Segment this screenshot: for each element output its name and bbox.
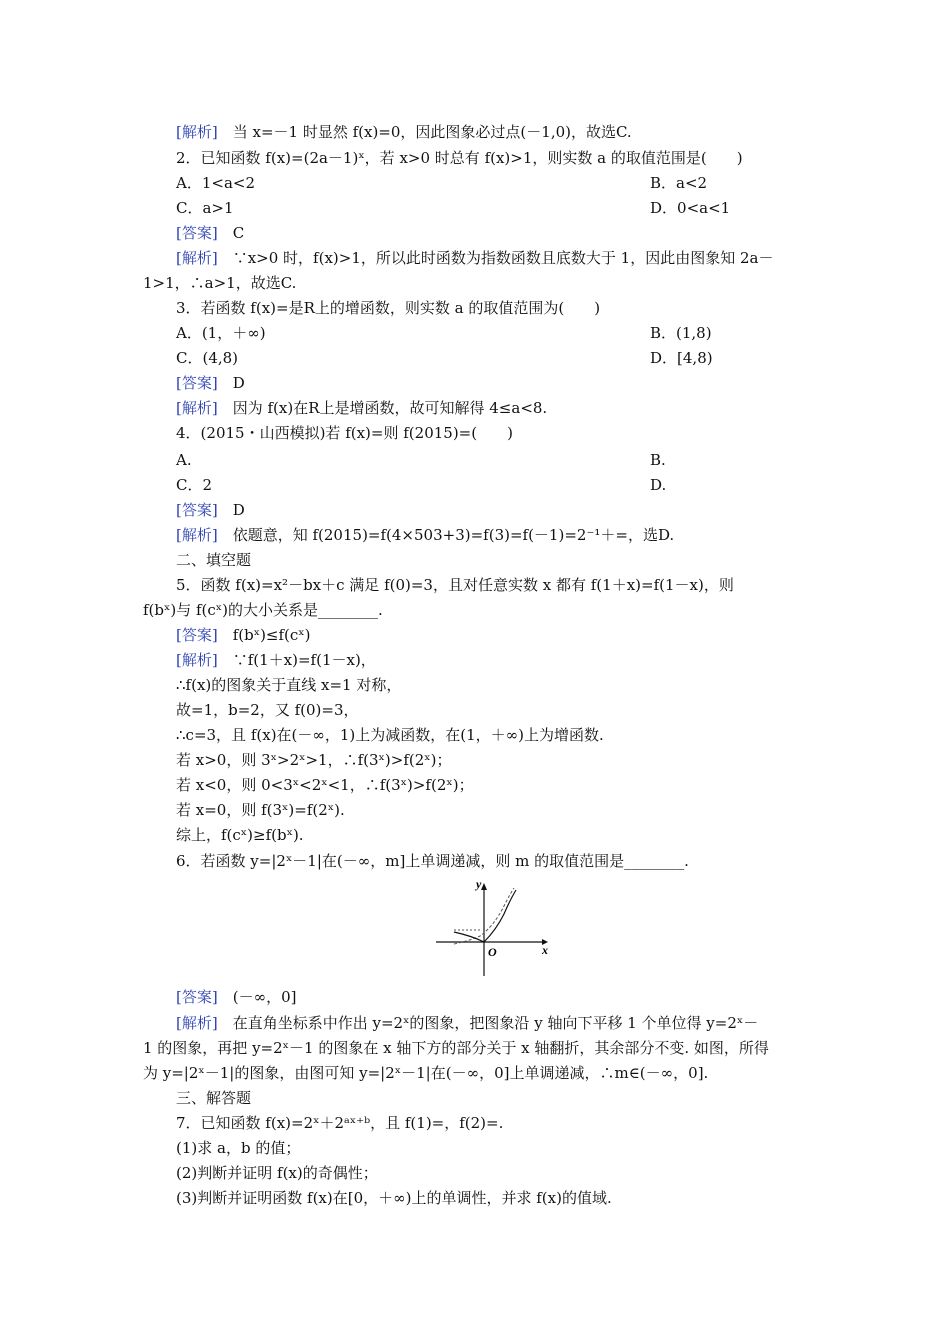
option-d: D. [650,476,667,494]
solution-line: 若 x<0，则 0<3ˣ<2ˣ<1，∴f(3ˣ)>f(2ˣ)； [176,776,474,794]
option-c: C．2 [176,476,213,494]
line-continued: f(bˣ)与 f(cˣ)的大小关系是________. [143,601,383,619]
question-6: 6．若函数 y=|2ˣ－1|在(－∞，m]上单调递减，则 m 的取值范围是________. [176,852,689,870]
solution-line: ∴c=3，且 f(x)在(－∞，1)上为减函数，在(1，＋∞)上为增函数. [176,726,604,744]
option-a: A．1<a<2 [176,174,255,192]
option-c: C．a>1 [176,199,234,217]
line-text: 当 x=－1 时显然 f(x)=0，因此图象必过点(－1,0)，故选C. [217,123,632,141]
tag-analysis: [解析] [176,123,218,141]
line-analysis [176,525,674,545]
options-row [176,475,667,495]
curve-abs-2x-minus-1 [454,890,516,942]
line-analysis [176,1013,758,1033]
tag-answer: [答案] [176,374,218,392]
question-5: 5．函数 f(x)=x²－bx＋c 满足 f(0)=3，且对任意实数 x 都有 f(1＋x)=f(1－x)，则 [176,576,734,594]
line-answer [176,987,296,1007]
line-answer [176,625,311,645]
tag-analysis: [解析] [176,399,218,417]
graph-figure [432,880,552,980]
options-row [176,198,731,218]
line-answer [176,223,244,243]
solution-line: 故=1，b=2，又 f(0)=3， [176,701,359,719]
analysis-text: 因为 f(x)在R上是增函数，故可知解得 4≤a<8. [217,399,548,417]
option-a: A. [176,451,192,469]
line-continued: 1 的图象，再把 y=2ˣ－1 的图象在 x 轴下方的部分关于 x 轴翻折，其余部分不变. 如图，所得 [143,1039,769,1057]
line-analysis [176,248,773,268]
solution-line: 若 x>0，则 3ˣ>2ˣ>1，∴f(3ˣ)>f(2ˣ)； [176,751,452,769]
option-b: B．a<2 [650,174,708,192]
solution-line: 若 x=0，则 f(3ˣ)=f(2ˣ). [176,801,345,819]
tag-answer: [答案] [176,224,218,242]
options-row [176,450,666,470]
option-b: B．(1,8) [650,324,712,342]
solution-line: 综上，f(cˣ)≥f(bˣ). [176,826,304,844]
tag-analysis: [解析] [176,651,218,669]
analysis-text: ∵x>0 时，f(x)>1，所以此时函数为指数函数且底数大于 1，因此由图象知 2a－ [217,249,774,267]
line-analysis [176,650,376,670]
question-4: 4．(2015・山西模拟)若 f(x)=则 f(2015)=( ) [176,424,513,442]
analysis-text: 依题意，知 f(2015)=f(4×503+3)=f(3)=f(－1)=2⁻¹＋=，选D. [217,526,675,544]
options-row [176,323,712,343]
tag-analysis: [解析] [176,249,218,267]
tag-analysis: [解析] [176,1014,218,1032]
y-label: y [476,880,482,891]
question-7: 7．已知函数 f(x)=2ˣ＋2ᵃˣ⁺ᵇ，且 f(1)=，f(2)=. [176,1114,504,1132]
line-answer [176,373,245,393]
options-row [176,348,713,368]
options-row [176,173,708,193]
origin-label: O [488,945,497,959]
sub-question: (1)求 a，b 的值； [176,1139,301,1157]
analysis-text: 在直角坐标系中作出 y=2ˣ的图象，把图象沿 y 轴向下平移 1 个单位得 y=2ˣ－ [217,1014,759,1032]
line-analysis [176,398,547,418]
option-a: A．(1，＋∞) [176,324,266,342]
line-0 [176,122,632,142]
sub-question: (3)判断并证明函数 f(x)在[0，＋∞)上的单调性，并求 f(x)的值域. [176,1189,612,1207]
section-heading: 二、填空题 [176,551,252,569]
line-continued: 1>1，∴a>1，故选C. [143,274,297,292]
option-b: B. [650,451,666,469]
option-d: D．0<a<1 [650,199,731,217]
answer-text: D [217,374,245,392]
y-axis-arrow [481,883,487,890]
line-continued: 为 y=|2ˣ－1|的图象，由图可知 y=|2ˣ－1|在(－∞，0]上单调递减，∴m∈(－∞，0]. [143,1064,709,1082]
tag-answer: [答案] [176,501,218,519]
tag-analysis: [解析] [176,526,218,544]
sub-question: (2)判断并证明 f(x)的奇偶性； [176,1164,378,1182]
question-3: 3．若函数 f(x)=是R上的增函数，则实数 a 的取值范围为( ) [176,299,601,317]
option-c: C．(4,8) [176,349,239,367]
tag-answer: [答案] [176,626,218,644]
line-answer [176,500,245,520]
solution-line: ∴f(x)的图象关于直线 x=1 对称， [176,676,402,694]
answer-text: f(bˣ)≤f(cˣ) [217,626,311,644]
question-2: 2．已知函数 f(x)=(2a－1)ˣ，若 x>0 时总有 f(x)>1，则实数 a 的取值范围是( ) [176,149,743,167]
answer-text: D [217,501,245,519]
answer-text: C [217,224,245,242]
analysis-text: ∵f(1＋x)=f(1－x)， [217,651,376,669]
x-label: x [542,943,548,957]
option-d: D．[4,8) [650,349,713,367]
section-heading: 三、解答题 [176,1089,252,1107]
answer-text: (－∞，0] [217,988,297,1006]
tag-answer: [答案] [176,988,218,1006]
